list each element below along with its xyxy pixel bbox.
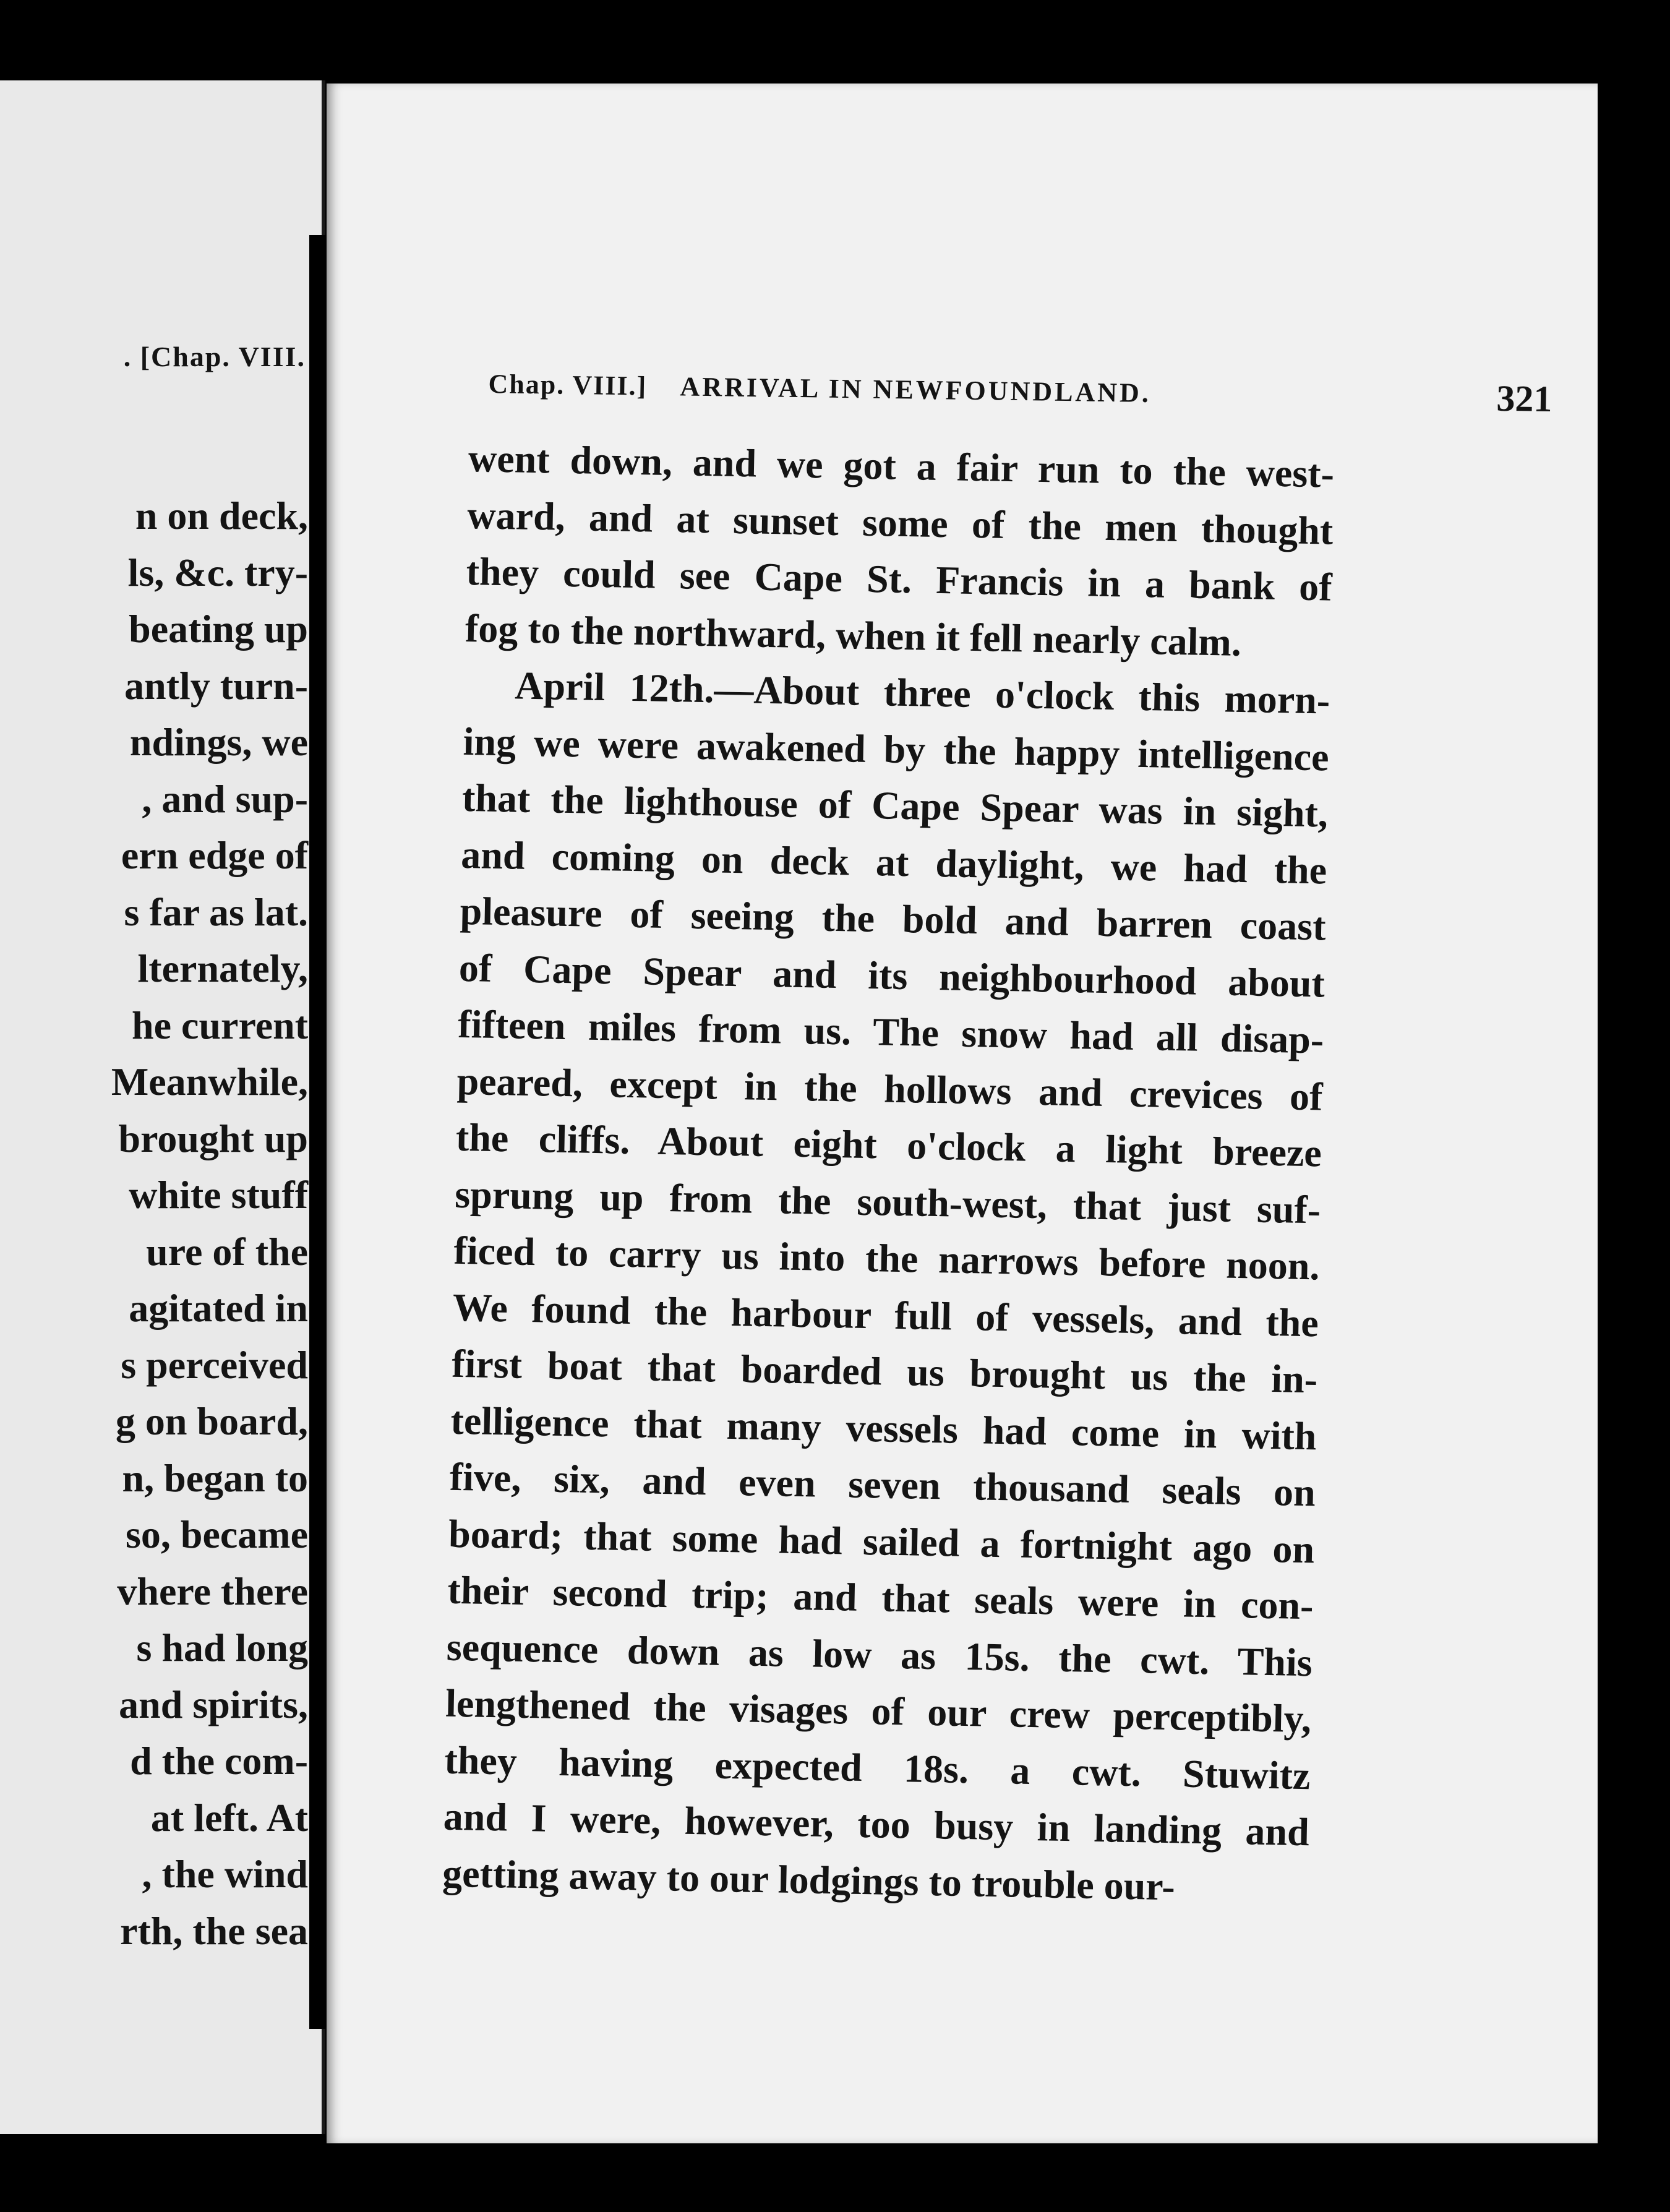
left-text-line: s far as lat. (124, 890, 308, 934)
page-number: 321 (1496, 377, 1552, 420)
body-text-line: that the lighthouse of Cape Spear was in sight, (461, 775, 1329, 836)
left-text-line: he current (132, 1003, 308, 1047)
left-text-line: n, began to (122, 1455, 308, 1500)
left-text-line: Meanwhile, (111, 1060, 308, 1104)
left-text-line: ls, &c. try- (127, 550, 308, 594)
left-text-line: so, became (125, 1512, 308, 1556)
body-text-line: fifteen miles from us. The snow had all disap- (457, 1001, 1324, 1062)
body-text-line: ficed to carry us into the narrows before noon. (453, 1228, 1321, 1288)
left-text-line: agitated in (129, 1286, 308, 1330)
body-text-line: ing we were awakened by the happy intelligence (463, 719, 1330, 779)
left-text-line: g on board, (115, 1399, 308, 1443)
body-text-line: of Cape Spear and its neighbourhood about (458, 945, 1325, 1006)
body-text-line: getting away to our lodgings to trouble our- (442, 1851, 1176, 1908)
body-text-line: We found the harbour full of vessels, and the (452, 1285, 1319, 1345)
body-text-line: board; that some had sailed a fortnight ago on (448, 1511, 1315, 1571)
left-text-line: white stuff (129, 1173, 308, 1217)
left-running-head: . [Chap. VIII. (123, 341, 306, 372)
left-text-line: n on deck, (135, 494, 308, 538)
body-text-line: peared, except in the hollows and crevices of (456, 1058, 1324, 1118)
body-text-line: they could see Cape St. Francis in a bank of (466, 549, 1333, 609)
left-text-line: , the wind (142, 1852, 308, 1896)
left-text-line: s perceived (121, 1342, 308, 1387)
left-text-block (0, 487, 308, 1959)
body-text-line: the cliffs. About eight o'clock a light breeze (455, 1115, 1322, 1175)
left-text-line: lternately, (137, 946, 308, 990)
body-text-line: lengthened the visages of our crew perceptibly, (445, 1681, 1312, 1741)
left-text-line: ndings, we (129, 720, 308, 764)
chapter-title: ARRIVAL IN NEWFOUNDLAND. (680, 371, 1152, 408)
body-text-line: pleasure of seeing the bold and barren coast (460, 888, 1327, 949)
left-text-line: and spirits, (119, 1682, 308, 1726)
left-text-line: ern edge of (121, 833, 308, 877)
body-text-line: they having expected 18s. a cwt. Stuwitz (443, 1738, 1311, 1798)
body-text-line: first boat that boarded us brought us the in- (451, 1341, 1318, 1402)
left-text-line: beating up (129, 607, 308, 651)
left-text-line: d the com- (130, 1739, 308, 1783)
body-text-line: sprung up from the south-west, that just suf- (454, 1172, 1321, 1232)
left-text-line: antly turn- (124, 663, 308, 708)
left-text-line: ure of the (146, 1229, 308, 1274)
body-text-line: sequence down as low as 15s. the cwt. This (446, 1624, 1313, 1684)
body-text-line: and I were, however, too busy in landing and (443, 1794, 1310, 1854)
left-text-line: brought up (118, 1116, 308, 1160)
body-text-line: their second trip; and that seals were in con- (447, 1567, 1314, 1628)
body-text-line: April 12th.—About three o'clock this morn- (514, 663, 1330, 722)
right-page (327, 84, 1598, 2143)
running-head (488, 363, 1552, 427)
body-text-line: telligence that many vessels had come in with (450, 1398, 1317, 1458)
left-text-line: s had long (136, 1626, 308, 1670)
left-text-line: vhere there (117, 1569, 308, 1613)
left-text-line: , and sup- (142, 776, 308, 821)
body-text (442, 430, 1334, 1917)
body-text-line: went down, and we got a fair run to the west- (468, 435, 1335, 496)
book-gutter (309, 235, 328, 2029)
left-text-line: at left. At (150, 1795, 308, 1840)
left-page (0, 80, 325, 2134)
body-text-line: ward, and at sunset some of the men thought (466, 492, 1334, 553)
body-text-line: and coming on deck at daylight, we had the (460, 832, 1327, 893)
chapter-label: Chap. VIII.] (488, 368, 648, 401)
body-text-line: five, six, and even seven thousand seals on (449, 1454, 1316, 1515)
left-text-line: rth, the sea (120, 1908, 308, 1953)
body-text-line: fog to the northward, when it fell nearly calm. (465, 606, 1242, 664)
